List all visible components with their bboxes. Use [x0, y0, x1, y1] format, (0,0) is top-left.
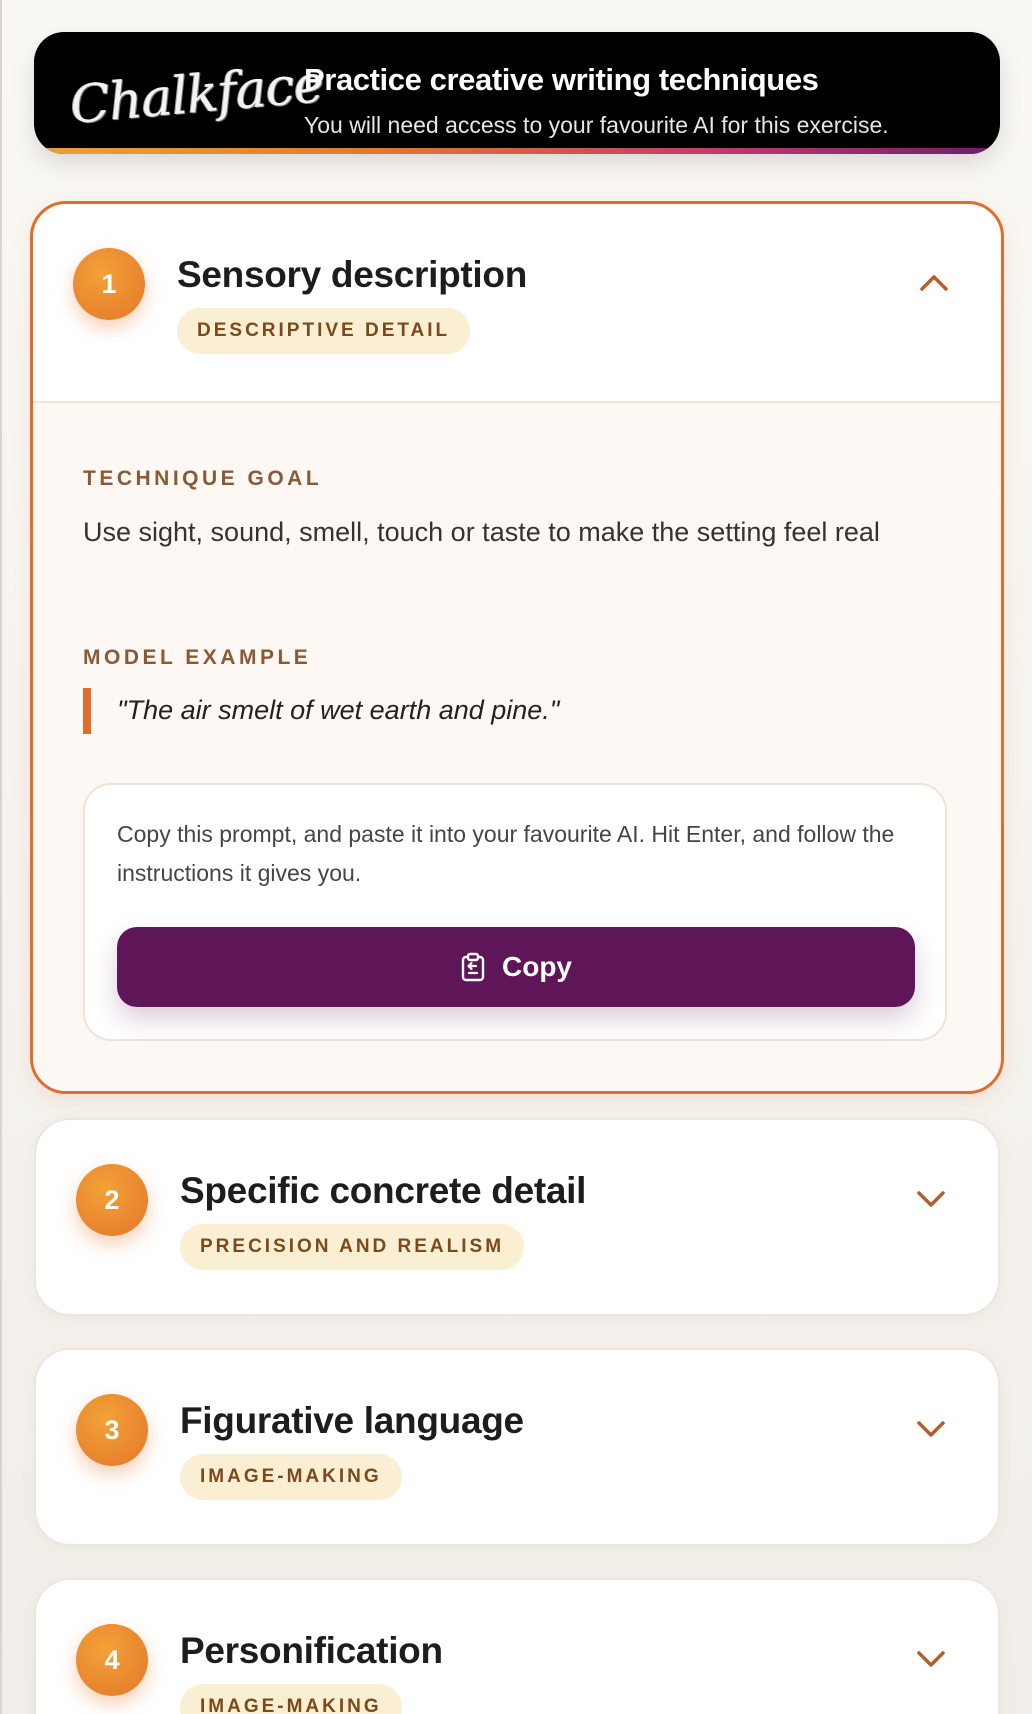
technique-goal-text: Use sight, sound, smell, touch or taste to make the setting feel real [83, 517, 880, 547]
chalkface-logo: Chalkface [67, 54, 326, 136]
model-example-label: MODEL EXAMPLE [83, 646, 312, 669]
technique-number-badge: 2 [76, 1164, 148, 1236]
chevron-up-icon[interactable] [917, 266, 951, 300]
technique-number-badge: 4 [76, 1624, 148, 1696]
technique-card-figurative-language[interactable] [34, 1348, 1000, 1546]
technique-title: Figurative language [180, 1400, 524, 1441]
chevron-down-icon[interactable] [914, 1182, 948, 1216]
chevron-down-icon[interactable] [914, 1642, 948, 1676]
banner-gradient-stripe [34, 148, 1000, 154]
technique-card-specific-concrete-detail[interactable] [34, 1118, 1000, 1316]
copy-button-label: Copy [502, 951, 572, 982]
model-example-quote: "The air smelt of wet earth and pine." [83, 688, 559, 734]
header-banner [34, 32, 1000, 154]
page-subtitle: You will need access to your favourite AI for this exercise. [304, 112, 889, 138]
technique-card-header[interactable] [36, 1580, 998, 1714]
technique-card-header[interactable] [36, 1350, 998, 1546]
copy-button[interactable] [117, 927, 915, 1007]
technique-tag: IMAGE-MAKING [180, 1454, 402, 1500]
technique-title: Personification [180, 1630, 443, 1671]
technique-card-header[interactable] [36, 1120, 998, 1316]
chevron-down-icon[interactable] [914, 1412, 948, 1446]
technique-card-body [33, 403, 1001, 1091]
technique-tag: IMAGE-MAKING [180, 1684, 402, 1714]
technique-card-personification[interactable] [34, 1578, 1000, 1714]
clipboard-icon [460, 952, 486, 982]
technique-tag: DESCRIPTIVE DETAIL [177, 308, 470, 354]
technique-tag: PRECISION AND REALISM [180, 1224, 524, 1270]
prompt-instructions: Copy this prompt, and paste it into your favourite AI. Hit Enter, and follow the instructions it gives you. [117, 821, 895, 886]
technique-card-sensory-description [30, 201, 1004, 1094]
technique-title: Sensory description [177, 254, 528, 295]
technique-title: Specific concrete detail [180, 1170, 587, 1211]
technique-number-badge: 3 [76, 1394, 148, 1466]
technique-card-header[interactable] [33, 204, 1001, 403]
technique-number-badge: 1 [73, 248, 145, 320]
technique-goal-label: TECHNIQUE GOAL [83, 467, 323, 490]
prompt-box [83, 783, 947, 1041]
page-title: Practice creative writing techniques [304, 62, 819, 97]
